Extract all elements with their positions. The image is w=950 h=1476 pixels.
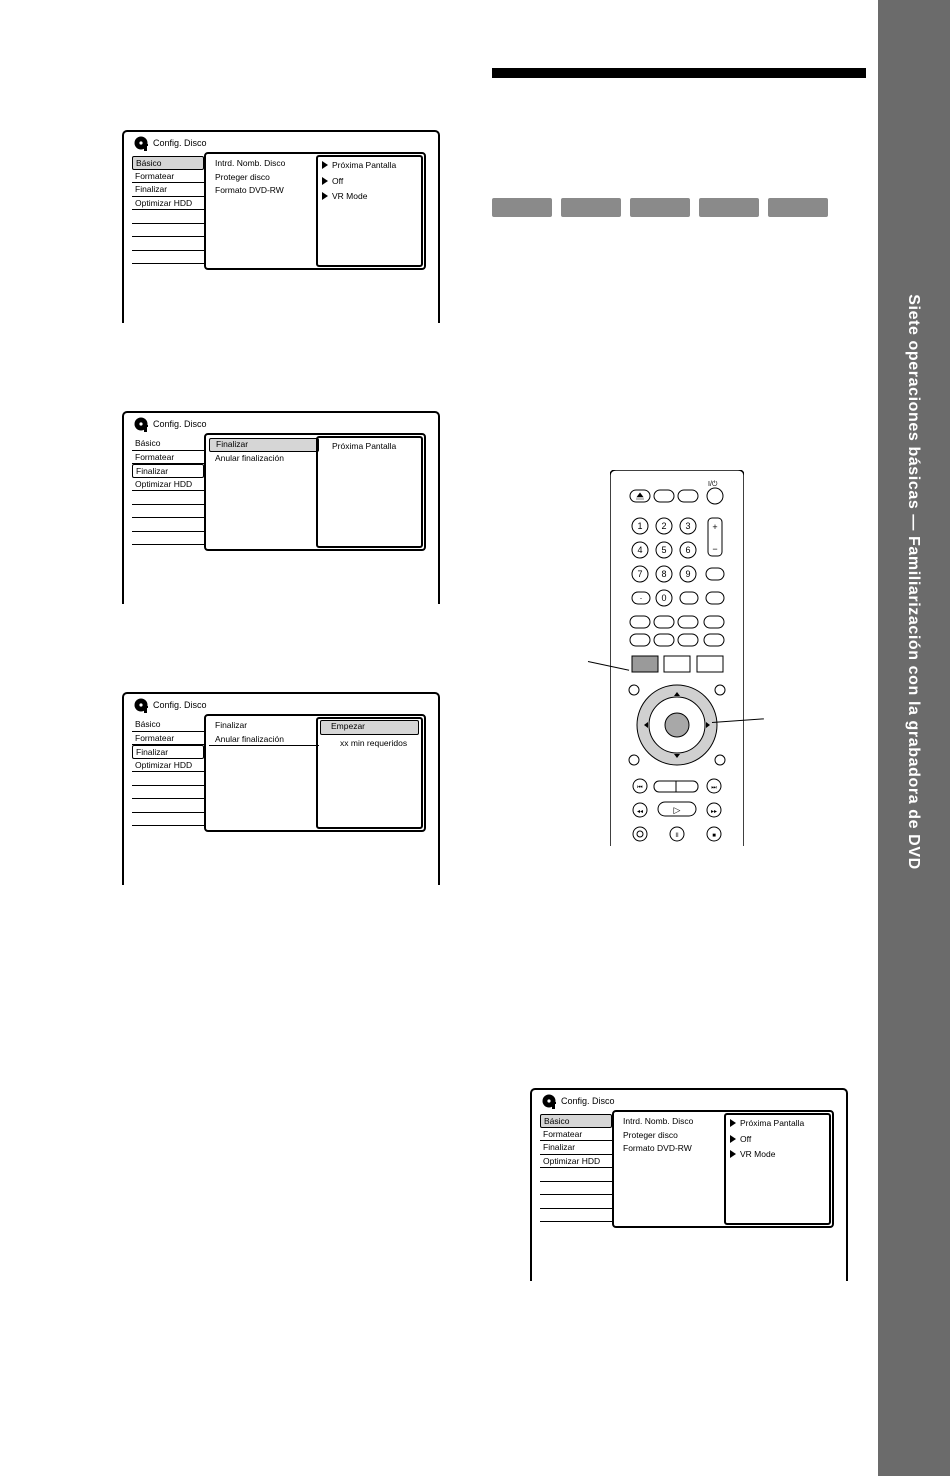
section-rule bbox=[492, 68, 866, 78]
option-item[interactable] bbox=[320, 720, 419, 735]
svg-text:8: 8 bbox=[661, 569, 667, 579]
option-label: xx min requeridos bbox=[340, 738, 408, 748]
settings-item[interactable]: Formato DVD-RW bbox=[623, 1143, 692, 1153]
option-item[interactable] bbox=[726, 1148, 829, 1162]
svg-text:9: 9 bbox=[685, 569, 691, 579]
left-menu-item[interactable]: Básico bbox=[132, 437, 204, 451]
left-menu-item[interactable]: Optimizar HDD bbox=[132, 478, 204, 492]
svg-text:1: 1 bbox=[637, 521, 643, 531]
config-disco-screen-1 bbox=[122, 130, 440, 323]
left-menu-item[interactable]: Básico bbox=[132, 718, 204, 732]
disc-type-chips bbox=[492, 198, 828, 217]
svg-text:+: + bbox=[712, 522, 718, 532]
disc-settings-icon bbox=[134, 417, 149, 432]
option-label: VR Mode bbox=[740, 1149, 776, 1159]
left-menu-item[interactable] bbox=[132, 813, 204, 827]
option-label: Empezar bbox=[331, 721, 366, 731]
disc-settings-icon bbox=[134, 136, 149, 151]
disc-settings-icon bbox=[542, 1094, 557, 1109]
screen-header bbox=[134, 416, 207, 432]
settings-item[interactable]: Proteger disco bbox=[215, 171, 270, 182]
settings-item[interactable]: Finalizar bbox=[215, 720, 248, 730]
settings-list bbox=[209, 719, 319, 746]
left-menu-item[interactable] bbox=[132, 799, 204, 813]
left-menu-item[interactable] bbox=[540, 1209, 612, 1223]
left-menu bbox=[540, 1114, 612, 1222]
left-menu-item[interactable] bbox=[132, 786, 204, 800]
left-menu-item[interactable]: Optimizar HDD bbox=[540, 1155, 612, 1169]
settings-panel bbox=[204, 714, 426, 832]
play-arrow-icon bbox=[730, 1119, 736, 1127]
left-menu-item[interactable] bbox=[540, 1182, 612, 1196]
disc-chip bbox=[630, 198, 690, 217]
svg-text:4: 4 bbox=[637, 545, 643, 555]
svg-text:3: 3 bbox=[685, 521, 691, 531]
screen-title: Config. Disco bbox=[561, 1096, 615, 1106]
svg-text:·: · bbox=[639, 593, 643, 603]
settings-list bbox=[209, 157, 319, 198]
left-menu-item[interactable] bbox=[540, 1195, 612, 1209]
option-item[interactable] bbox=[318, 737, 421, 751]
settings-panel bbox=[612, 1110, 834, 1228]
settings-item[interactable]: Anular finalización bbox=[209, 733, 319, 747]
settings-item[interactable]: Finalizar bbox=[209, 438, 319, 452]
option-label: Próxima Pantalla bbox=[740, 1118, 805, 1128]
left-menu-item[interactable]: Finalizar bbox=[132, 464, 204, 478]
left-menu-item[interactable]: Finalizar bbox=[132, 745, 204, 759]
disc-chip bbox=[492, 198, 552, 217]
option-item[interactable] bbox=[318, 190, 421, 204]
svg-text:◂◂: ◂◂ bbox=[636, 809, 644, 815]
left-menu-item[interactable]: Finalizar bbox=[132, 183, 204, 197]
left-menu-item[interactable]: Optimizar HDD bbox=[132, 197, 204, 211]
svg-text:I/⏻: I/⏻ bbox=[708, 481, 718, 488]
settings-item[interactable]: Intrd. Nomb. Disco bbox=[623, 1116, 694, 1126]
screen-title: Config. Disco bbox=[153, 700, 207, 710]
svg-text:6: 6 bbox=[685, 545, 691, 555]
side-tab-label: Siete operaciones básicas — Familiarización con la grabadora de DVD bbox=[905, 294, 922, 870]
play-arrow-icon bbox=[730, 1135, 736, 1143]
option-label: Off bbox=[740, 1133, 752, 1144]
left-menu-item[interactable]: Formatear bbox=[132, 732, 204, 746]
config-disco-screen-3 bbox=[122, 692, 440, 885]
left-menu-item[interactable]: Básico bbox=[540, 1114, 612, 1128]
left-menu-item[interactable] bbox=[132, 532, 204, 546]
svg-text:▸▸: ▸▸ bbox=[710, 809, 718, 815]
screen-header bbox=[542, 1093, 615, 1109]
option-label: Off bbox=[332, 175, 344, 186]
disc-chip bbox=[699, 198, 759, 217]
left-menu-item[interactable]: Optimizar HDD bbox=[132, 759, 204, 773]
options-panel bbox=[316, 155, 423, 267]
left-menu-item[interactable]: Formatear bbox=[540, 1128, 612, 1142]
left-menu-item[interactable] bbox=[132, 491, 204, 505]
svg-text:2: 2 bbox=[661, 521, 667, 531]
option-label: VR Mode bbox=[332, 191, 368, 201]
options-panel bbox=[316, 436, 423, 548]
left-menu-item[interactable]: Formatear bbox=[132, 451, 204, 465]
svg-text:−: − bbox=[712, 544, 718, 554]
disc-settings-icon bbox=[134, 698, 149, 713]
disc-chip bbox=[561, 198, 621, 217]
left-menu-item[interactable] bbox=[540, 1168, 612, 1182]
config-disco-screen-2 bbox=[122, 411, 440, 604]
option-item[interactable] bbox=[318, 159, 421, 173]
svg-text:II: II bbox=[675, 833, 679, 839]
option-label: Próxima Pantalla bbox=[332, 160, 397, 170]
play-arrow-icon bbox=[322, 192, 328, 200]
left-menu-item[interactable]: Básico bbox=[132, 156, 204, 170]
option-label: Próxima Pantalla bbox=[332, 441, 397, 451]
left-menu-item[interactable] bbox=[132, 224, 204, 238]
options-panel bbox=[316, 717, 423, 829]
option-item[interactable] bbox=[726, 1133, 829, 1147]
svg-text:0: 0 bbox=[661, 593, 667, 603]
left-menu bbox=[132, 437, 204, 545]
options-panel bbox=[724, 1113, 831, 1225]
play-arrow-icon bbox=[730, 1150, 736, 1158]
left-menu-item[interactable] bbox=[132, 772, 204, 786]
left-menu-item[interactable] bbox=[132, 210, 204, 224]
left-menu bbox=[132, 718, 204, 826]
screen-title: Config. Disco bbox=[153, 138, 207, 148]
play-arrow-icon bbox=[322, 161, 328, 169]
left-menu-item[interactable]: Formatear bbox=[132, 170, 204, 184]
svg-text:⏮: ⏮ bbox=[637, 785, 643, 791]
left-menu bbox=[132, 156, 204, 264]
svg-text:▷: ▷ bbox=[673, 805, 681, 815]
svg-text:⏭: ⏭ bbox=[711, 785, 717, 791]
left-menu-item[interactable] bbox=[132, 251, 204, 265]
settings-item[interactable]: Intrd. Nomb. Disco bbox=[215, 158, 286, 168]
play-arrow-icon bbox=[322, 177, 328, 185]
settings-item[interactable]: Formato DVD-RW bbox=[215, 185, 284, 195]
settings-list bbox=[209, 438, 319, 465]
settings-panel bbox=[204, 152, 426, 270]
option-item[interactable] bbox=[726, 1117, 829, 1131]
remote-control-drawing bbox=[610, 470, 744, 846]
settings-item[interactable]: Anular finalización bbox=[215, 452, 284, 463]
left-menu-item[interactable] bbox=[132, 518, 204, 532]
svg-text:7: 7 bbox=[637, 569, 643, 579]
disc-chip bbox=[768, 198, 828, 217]
screen-header bbox=[134, 697, 207, 713]
left-menu-item[interactable] bbox=[132, 505, 204, 519]
svg-text:■: ■ bbox=[712, 833, 716, 839]
screen-title: Config. Disco bbox=[153, 419, 207, 429]
remote-control bbox=[610, 470, 744, 846]
settings-panel bbox=[204, 433, 426, 551]
screen-header bbox=[134, 135, 207, 151]
left-menu-item[interactable] bbox=[132, 237, 204, 251]
svg-text:5: 5 bbox=[661, 545, 667, 555]
left-menu-item[interactable]: Finalizar bbox=[540, 1141, 612, 1155]
option-item[interactable] bbox=[318, 175, 421, 189]
settings-item[interactable]: Proteger disco bbox=[623, 1129, 678, 1140]
option-item[interactable] bbox=[318, 440, 421, 454]
settings-list bbox=[617, 1115, 727, 1156]
config-disco-screen-4 bbox=[530, 1088, 848, 1281]
